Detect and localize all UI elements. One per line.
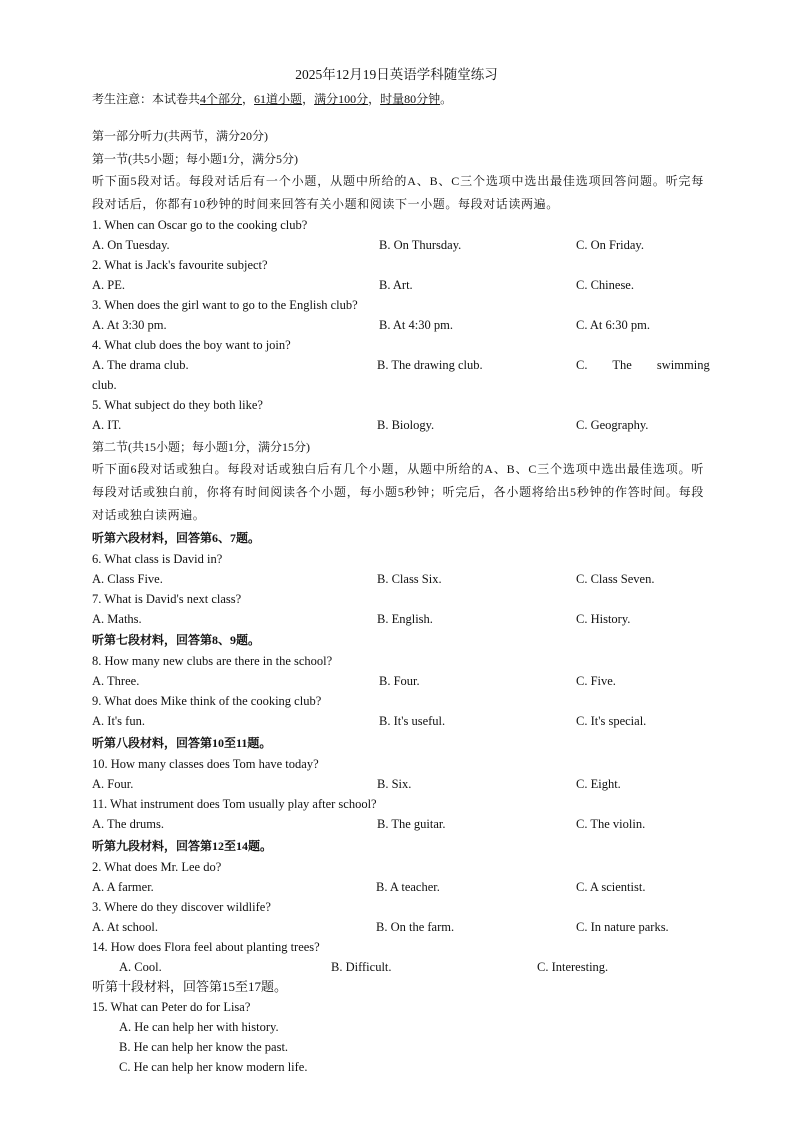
option-10a: A. Four.	[92, 777, 134, 791]
option-6b: B. Class Six.	[377, 572, 442, 586]
option-13c: C. In nature parks.	[576, 920, 669, 934]
notice-prefix: 考生注意：本试卷共	[92, 92, 201, 106]
notice-sep: ，	[242, 92, 255, 106]
option-11a: A. The drums.	[92, 817, 164, 831]
section1-instructions: 听下面5段对话。每段对话后有一个小题，从题中所给的A、B、C三个选项中选出最佳选项回答问题。听完每段对话后，你都有10秒钟的时间来回答有关小题和阅读下一小题。每段对话读两遍。	[92, 174, 704, 211]
option-1b: B. On Thursday.	[379, 238, 462, 252]
notice-end: 。	[440, 92, 453, 106]
section1-heading: 第一节(共5小题；每小题1分，满分5分)	[92, 152, 298, 166]
option-12a: A. A farmer.	[92, 880, 154, 894]
option-12c: C. A scientist.	[576, 880, 646, 894]
notice-full-score: 满分100分	[314, 92, 369, 106]
question-8: 8. How many new clubs are there in the school?	[92, 654, 333, 668]
question-4: 4. What club does the boy want to join?	[92, 338, 291, 352]
question-15: 15. What can Peter do for Lisa?	[92, 1000, 251, 1014]
material-10-heading: 听第十段材料，回答第15至17题。	[92, 979, 288, 994]
option-13a: A. At school.	[92, 920, 158, 934]
part1-heading: 第一部分听力(共两节，满分20分)	[92, 129, 268, 143]
option-11b: B. The guitar.	[377, 817, 446, 831]
option-1c: C. On Friday.	[576, 238, 644, 252]
question-7: 7. What is David's next class?	[92, 592, 242, 606]
option-1a: A. On Tuesday.	[92, 238, 170, 252]
option-5b: B. Biology.	[377, 418, 435, 432]
option-15b: B. He can help her know the past.	[119, 1040, 289, 1054]
section2-instructions: 听下面6段对话或独白。每段对话或独白后有几个小题，从题中所给的A、B、C三个选项中选出最佳选项。听每段对话或独白前，你将有时间阅读各个小题，每小题5秒钟；听完后，各小题将给出5秒钟的作答时间。每段对话或独白读两遍。	[92, 462, 704, 522]
question-6: 6. What class is David in?	[92, 552, 223, 566]
option-7a: A. Maths.	[92, 612, 142, 626]
option-7c: C. History.	[576, 612, 631, 626]
option-5c: C. Geography.	[576, 418, 649, 432]
notice-sep: ，	[302, 92, 315, 106]
material-9-heading: 听第九段材料，回答第12至14题。	[92, 839, 273, 853]
option-15a: A. He can help her with history.	[119, 1020, 279, 1034]
question-2: 2. What is Jack's favourite subject?	[92, 258, 268, 272]
option-8a: A. Three.	[92, 674, 140, 688]
question-10: 10. How many classes does Tom have today?	[92, 757, 319, 771]
option-2b: B. Art.	[379, 278, 413, 292]
exam-notice	[92, 90, 452, 108]
option-9c: C. It's special.	[576, 714, 647, 728]
page-title: 2025年12月19日英语学科随堂练习	[295, 67, 498, 82]
option-3c: C. At 6:30 pm.	[576, 318, 650, 332]
material-8-heading: 听第八段材料，回答第10至11题。	[92, 736, 272, 750]
option-3a: A. At 3:30 pm.	[92, 318, 167, 332]
option-2c: C. Chinese.	[576, 278, 634, 292]
question-1: 1. When can Oscar go to the cooking club?	[92, 218, 308, 232]
question-3: 3. When does the girl want to go to the English club?	[92, 298, 358, 312]
option-6c: C. Class Seven.	[576, 572, 655, 586]
option-10c: C. Eight.	[576, 777, 621, 791]
notice-parts: 4个部分	[200, 92, 243, 106]
option-4c-continued: club.	[92, 378, 117, 392]
question-12: 2. What does Mr. Lee do?	[92, 860, 222, 874]
option-8b: B. Four.	[379, 674, 420, 688]
question-9: 9. What does Mike think of the cooking club?	[92, 694, 322, 708]
option-14a: A. Cool.	[119, 960, 162, 974]
question-11: 11. What instrument does Tom usually play after school?	[92, 797, 377, 811]
option-14c: C. Interesting.	[537, 960, 609, 974]
option-13b: B. On the farm.	[376, 920, 455, 934]
option-4c: C. The swimming	[576, 358, 710, 372]
option-7b: B. English.	[377, 612, 433, 626]
option-4b: B. The drawing club.	[377, 358, 483, 372]
option-2a: A. PE.	[92, 278, 125, 292]
option-12b: B. A teacher.	[376, 880, 440, 894]
option-6a: A. Class Five.	[92, 572, 163, 586]
option-9a: A. It's fun.	[92, 714, 145, 728]
question-13: 3. Where do they discover wildlife?	[92, 900, 271, 914]
section2-heading: 第二节(共15小题；每小题1分，满分15分)	[92, 440, 310, 454]
option-14b: B. Difficult.	[331, 960, 392, 974]
notice-sep: ，	[368, 92, 381, 106]
notice-questions: 61道小题	[254, 92, 303, 106]
material-6-heading: 听第六段材料，回答第6、7题。	[92, 531, 261, 545]
option-10b: B. Six.	[377, 777, 412, 791]
option-4a: A. The drama club.	[92, 358, 189, 372]
option-8c: C. Five.	[576, 674, 616, 688]
material-7-heading: 听第七段材料，回答第8、9题。	[92, 633, 261, 647]
notice-time: 时量80分钟	[380, 92, 441, 106]
option-9b: B. It's useful.	[379, 714, 446, 728]
option-5a: A. IT.	[92, 418, 122, 432]
option-3b: B. At 4:30 pm.	[379, 318, 453, 332]
option-11c: C. The violin.	[576, 817, 646, 831]
option-15c: C. He can help her know modern life.	[119, 1060, 308, 1074]
question-14: 14. How does Flora feel about planting trees?	[92, 940, 320, 954]
question-5: 5. What subject do they both like?	[92, 398, 263, 412]
